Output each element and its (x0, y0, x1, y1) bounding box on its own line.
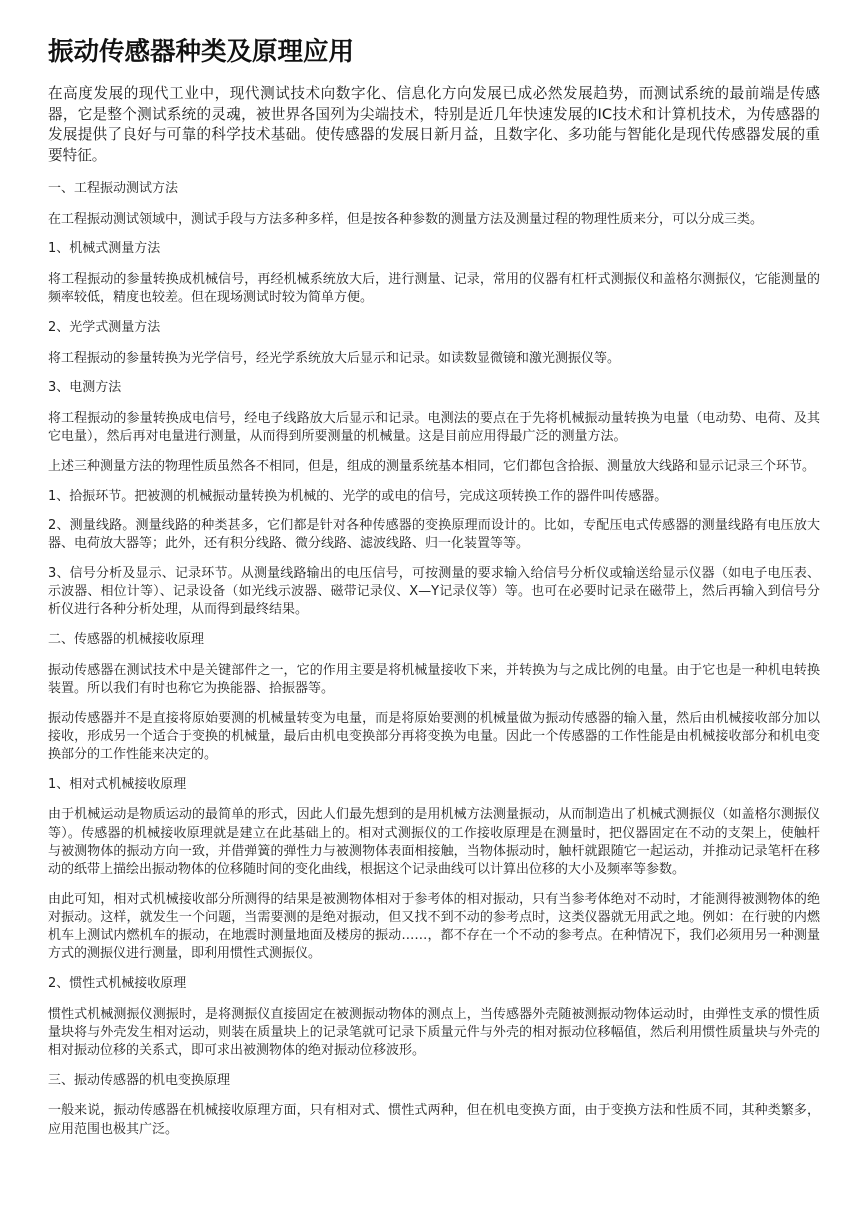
paragraph: 将工程振动的参量转换为光学信号，经光学系统放大后显示和记录。如读数显微镜和激光测振仪等。 (48, 350, 621, 366)
paragraph: 将工程振动的参量转换成电信号，经电子线路放大后显示和记录。电测法的要点在于先将机械振动量转换为电量（电动势、电荷、及其它电量），然后再对电量进行测量，从而得到所要测量的机械量。这是目前应用得最广泛的测量方法。 (48, 411, 820, 445)
paragraph: 振动传感器并不是直接将原始要测的机械量转变为电量，而是将原始要测的机械量做为振动传感器的输入量，然后由机械接收部分加以接收，形成另一个适合于变换的机械量，最后由机电变换部分再将变换为电量。因此一个传感器的工作性能是由机械接收部分和机电变换部分的工作性能来决定的。 (48, 710, 820, 762)
section-heading: 一、工程振动测试方法 (48, 181, 179, 196)
document-title: 振动传感器种类及原理应用 (48, 37, 355, 67)
paragraph: 2、测量线路。测量线路的种类甚多，它们都是针对各种传感器的变换原理而设计的。比如，专配压电式传感器的测量线路有电压放大器、电荷放大器等；此外，还有积分线路、微分线路、滤波线路、归一化装置等等。 (48, 518, 820, 552)
subsection-heading: 2、光学式测量方法 (48, 319, 161, 335)
subsection-heading: 1、机械式测量方法 (48, 241, 161, 257)
intro-paragraph: 在高度发展的现代工业中，现代测试技术向数字化、信息化方向发展已成必然发展趋势，而测试系统的最前端是传感器，它是整个测试系统的灵魂，被世界各国列为尖端技术，特别是近几年快速发展的IC技术和计算机技术，为传感器的发展提供了良好与可靠的科学技术基础。使传感器的发展日新月益，且数字化、多功能与智能化是现代传感器发展的重要特征。 (48, 85, 820, 164)
paragraph: 上述三种测量方法的物理性质虽然各不相同，但是，组成的测量系统基本相同，它们都包含拾振、测量放大线路和显示记录三个环节。 (48, 458, 816, 474)
paragraph: 惯性式机械测振仪测振时，是将测振仪直接固定在被测振动物体的测点上，当传感器外壳随被测振动物体运动时，由弹性支承的惯性质量块将与外壳发生相对运动，则装在质量块上的记录笔就可记录下质量元件与外壳的相对振动位移幅值，然后利用惯性质量块与外壳的相对振动位移的关系式，即可求出被测物体的绝对振动位移波形。 (48, 1006, 820, 1058)
paragraph: 在工程振动测试领域中，测试手段与方法多种多样，但是按各种参数的测量方法及测量过程的物理性质来分，可以分成三类。 (48, 211, 764, 227)
paragraph: 将工程振动的参量转换成机械信号，再经机械系统放大后，进行测量、记录，常用的仪器有杠杆式测振仪和盖格尔测振仪，它能测量的频率较低，精度也较差。但在现场测试时较为简单方便。 (48, 272, 820, 306)
subsection-heading: 1、相对式机械接收原理 (48, 776, 187, 792)
paragraph: 一般来说，振动传感器在机械接收原理方面，只有相对式、惯性式两种，但在机电变换方面，由于变换方法和性质不同，其种类繁多，应用范围也极其广泛。 (48, 1103, 820, 1137)
paragraph: 由此可知，相对式机械接收部分所测得的结果是被测物体相对于参考体的相对振动，只有当参考体绝对不动时，才能测得被测物体的绝对振动。这样，就发生一个问题，当需要测的是绝对振动，但又找不到不动的参考点时，这类仪器就无用武之地。例如：在行驶的内燃机车上测试内燃机车的振动，在地震时测量地面及楼房的振动……，都不存在一个不动的参考点。在种情况下，我们必须用另一种测量方式的测振仪进行测量，即利用惯性式测振仪。 (48, 891, 820, 962)
paragraph: 振动传感器在测试技术中是关键部件之一，它的作用主要是将机械量接收下来，并转换为与之成比例的电量。由于它也是一种机电转换装置。所以我们有时也称它为换能器、拾振器等。 (48, 662, 820, 696)
paragraph: 3、信号分析及显示、记录环节。从测量线路输出的电压信号，可按测量的要求输入给信号分析仪或输送给显示仪器（如电子电压表、示波器、相位计等）、记录设备（如光线示波器、磁带记录仪、X—Y记录仪等）等。也可在必要时记录在磁带上，然后再输入到信号分析仪进行各种分析处理，从而得到最终结果。 (48, 565, 820, 618)
section-heading: 二、传感器的机械接收原理 (48, 631, 205, 647)
subsection-heading: 2、惯性式机械接收原理 (48, 975, 187, 991)
paragraph: 由于机械运动是物质运动的最简单的形式，因此人们最先想到的是用机械方法测量振动，从而制造出了机械式测振仪（如盖格尔测振仪等）。传感器的机械接收原理就是建立在此基础上的。相对式测振仪的工作接收原理是在测量时，把仪器固定在不动的支架上，使触杆与被测物体的振动方向一致，并借弹簧的弹性力与被测物体表面相接触，当物体振动时，触杆就跟随它一起运动，并推动记录笔杆在移动的纸带上描绘出振动物体的位移随时间的变化曲线，根据这个记录曲线可以计算出位移的大小及频率等参数。 (48, 807, 820, 877)
section-heading: 三、振动传感器的机电变换原理 (48, 1072, 231, 1088)
paragraph: 1、拾振环节。把被测的机械振动量转换为机械的、光学的或电的信号，完成这项转换工作的器件叫传感器。 (48, 488, 668, 504)
subsection-heading: 3、电测方法 (48, 380, 122, 396)
